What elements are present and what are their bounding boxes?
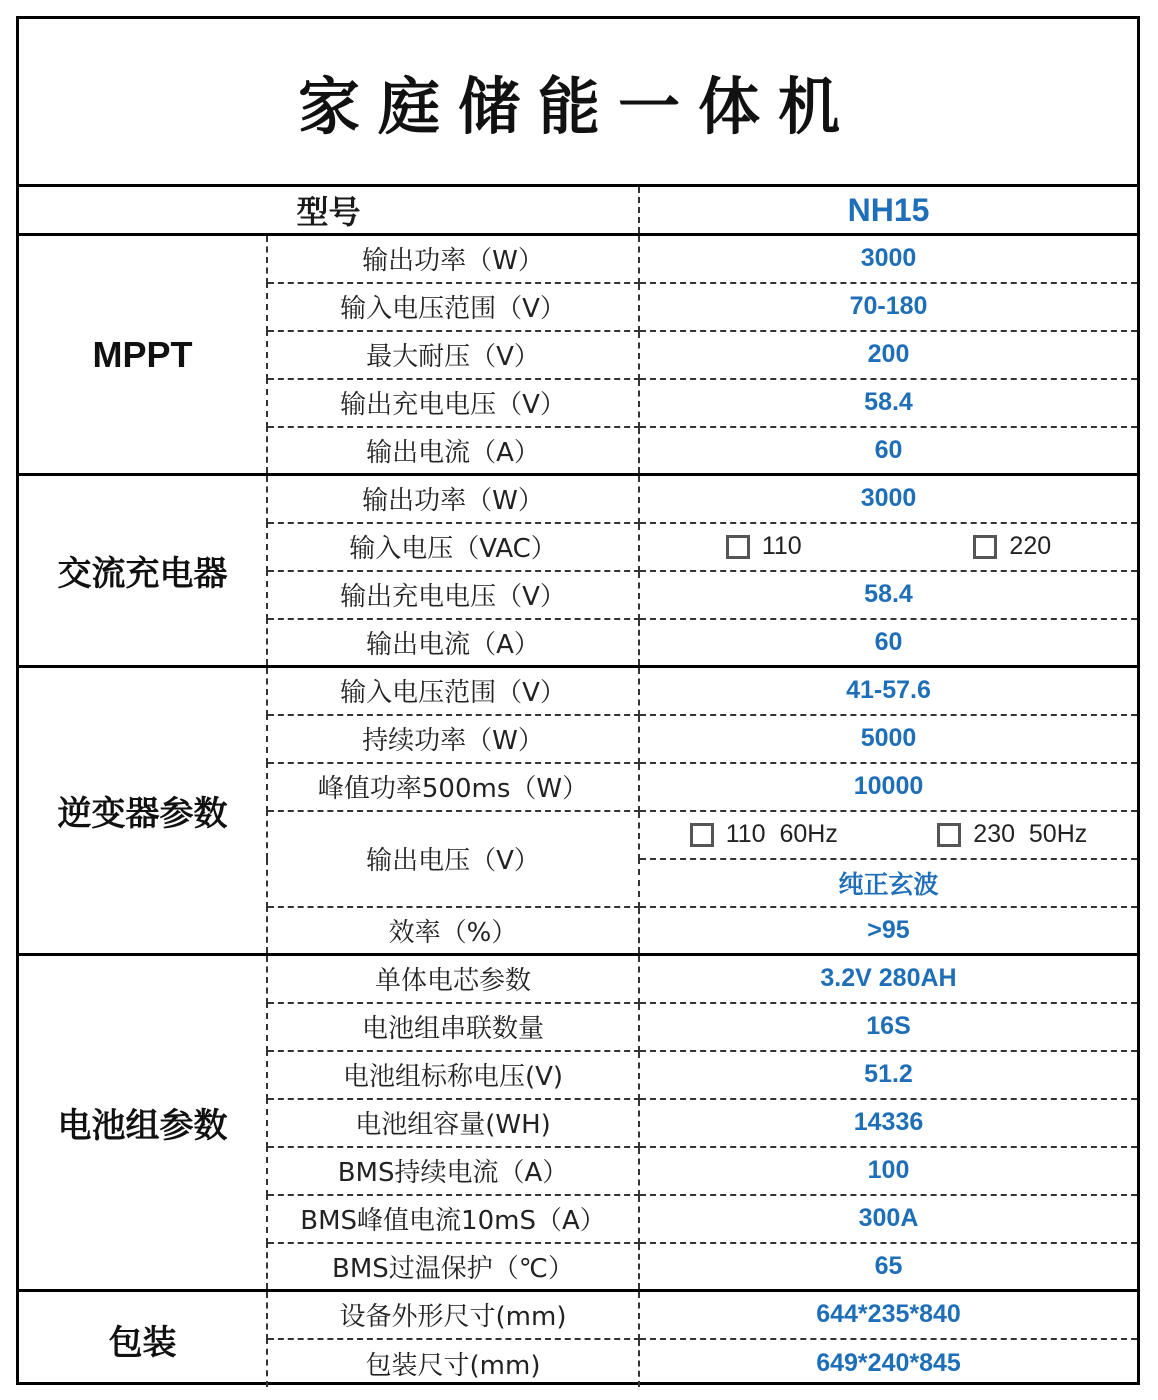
- row-label: 持续功率（W）: [267, 715, 639, 763]
- row-label: 输出功率（W）: [267, 475, 639, 523]
- option-220[interactable]: 220: [973, 532, 1051, 561]
- row-value: 60: [874, 627, 903, 656]
- row-value: 58.4: [639, 571, 1137, 619]
- row-label: BMS过温保护（℃）: [267, 1243, 639, 1291]
- row-label: 峰值功率500ms（W）: [267, 763, 639, 811]
- row-value: 200: [639, 331, 1137, 379]
- row-label: 输入电压范围（V）: [267, 667, 639, 715]
- section-packaging: 包装: [19, 1291, 267, 1387]
- row-value: 16S: [639, 1003, 1137, 1051]
- spec-sheet: [16, 16, 1140, 1385]
- output-voltage-options: [639, 811, 1137, 859]
- input-voltage-options: [639, 523, 1137, 571]
- row-value: 41-57.6: [639, 667, 1137, 715]
- row-value: 3.2V 280AH: [639, 955, 1137, 1003]
- row-label: 电池组容量(WH): [267, 1099, 639, 1147]
- table-row: [19, 235, 1137, 283]
- row-value: 10000: [639, 763, 1137, 811]
- row-value: 649*240*845: [816, 1348, 961, 1377]
- row-label: 输出充电电压（V）: [267, 379, 639, 427]
- model-value: NH15: [639, 186, 1137, 235]
- table-row: [19, 475, 1137, 523]
- row-value: 14336: [639, 1099, 1137, 1147]
- row-label: 效率（%）: [267, 907, 639, 955]
- spec-table: [19, 184, 1137, 1387]
- row-value: 58.4: [639, 379, 1137, 427]
- waveform-value: 纯正玄波: [639, 859, 1137, 907]
- option-110[interactable]: 110: [726, 532, 802, 561]
- checkbox-icon[interactable]: [690, 823, 714, 847]
- row-label: 输入电压范围（V）: [267, 283, 639, 331]
- row-label: 输出电流（A）: [267, 427, 639, 475]
- section-inverter: 逆变器参数: [19, 667, 267, 955]
- section-mppt: MPPT: [19, 235, 267, 475]
- row-label: 电池组标称电压(V): [267, 1051, 639, 1099]
- section-battery: 电池组参数: [19, 955, 267, 1291]
- document-title: 家庭储能一体机: [297, 70, 858, 143]
- row-value: 51.2: [639, 1051, 1137, 1099]
- row-label: 最大耐压（V）: [267, 331, 639, 379]
- row-label: 电池组串联数量: [267, 1003, 639, 1051]
- checkbox-icon[interactable]: [937, 823, 961, 847]
- row-value: 5000: [639, 715, 1137, 763]
- row-value: 3000: [639, 475, 1137, 523]
- row-label: BMS持续电流（A）: [267, 1147, 639, 1195]
- row-value: 644*235*840: [639, 1291, 1137, 1339]
- row-label: 包装尺寸(mm): [267, 1339, 639, 1387]
- row-label: 输出电流（A）: [267, 619, 639, 667]
- row-value: 3000: [639, 235, 1137, 283]
- section-ac-charger: 交流充电器: [19, 475, 267, 667]
- table-row: [19, 1291, 1137, 1339]
- model-label: 型号: [19, 186, 639, 235]
- checkbox-icon[interactable]: [973, 535, 997, 559]
- row-value: 60: [874, 435, 903, 464]
- row-value: 70-180: [639, 283, 1137, 331]
- row-value: 300A: [639, 1195, 1137, 1243]
- row-label: 输入电压（VAC）: [267, 523, 639, 571]
- model-row: [19, 186, 1137, 235]
- table-row: [19, 667, 1137, 715]
- row-label: BMS峰值电流10mS（A）: [267, 1195, 639, 1243]
- row-label: 输出功率（W）: [267, 235, 639, 283]
- row-label: 输出充电电压（V）: [267, 571, 639, 619]
- option-110-60hz[interactable]: 110 60Hz: [690, 820, 838, 849]
- row-label: 单体电芯参数: [267, 955, 639, 1003]
- row-value: >95: [867, 915, 910, 944]
- row-label: 输出电压（V）: [267, 811, 639, 907]
- row-value: 100: [639, 1147, 1137, 1195]
- checkbox-icon[interactable]: [726, 535, 750, 559]
- option-230-50hz[interactable]: 230 50Hz: [937, 820, 1087, 849]
- row-value: 65: [874, 1251, 903, 1280]
- table-row: [19, 955, 1137, 1003]
- row-label: 设备外形尺寸(mm): [267, 1291, 639, 1339]
